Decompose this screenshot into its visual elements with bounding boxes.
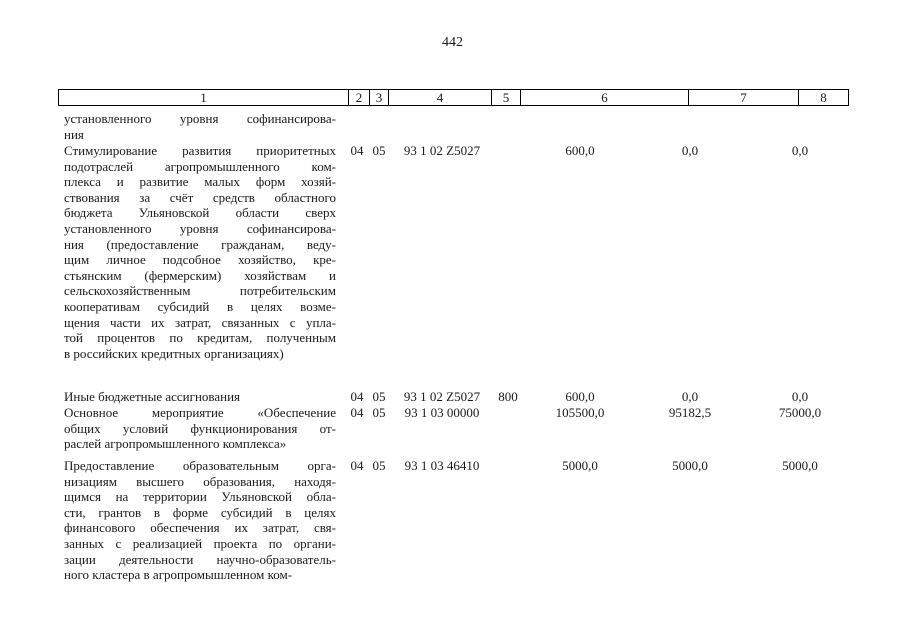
description-line: в российских кредитных организациях) [64, 345, 284, 361]
cell-c6: 600,0 [565, 389, 595, 404]
cell-c7: 0,0 [681, 389, 699, 404]
header-col-1: 1 [200, 90, 207, 105]
header-col-6: 6 [520, 90, 688, 105]
cell-c8: 0,0 [791, 389, 809, 404]
description-line: Предоставление образовательным орга- [64, 458, 336, 473]
description-line: раслей агропромышленного комплекса» [64, 436, 287, 452]
description-line: общих условий функционирования от- [64, 420, 336, 436]
cell-c2: 04 [350, 458, 364, 473]
description-line: той процентов по кредитам, полученным [64, 330, 336, 346]
cell-c3: 05 [372, 389, 386, 404]
description-line: ного кластера в агропромышленном ком- [64, 567, 293, 583]
header-col-5: 5 [491, 90, 520, 105]
cell-c4: 93 1 03 00000 [404, 405, 480, 420]
row-description [64, 143, 336, 361]
description-line: финансового обеспечения их затрат, свя- [64, 520, 336, 536]
cell-c7: 5000,0 [672, 458, 708, 473]
description-line: щим личное подсобное хозяйство, кре- [64, 252, 336, 268]
description-line: подотраслей агропромышленного ком- [64, 158, 336, 174]
cell-c6: 600,0 [565, 143, 595, 158]
cell-c2: 04 [350, 405, 364, 420]
description-line: занных с реализацией проекта по органи- [64, 535, 336, 551]
cell-c7: 0,0 [681, 143, 699, 158]
cell-c4: 93 1 02 Z5027 [403, 389, 481, 404]
description-line: ния [64, 126, 84, 142]
cell-c2: 04 [350, 389, 364, 404]
cell-c4: 93 1 02 Z5027 [403, 143, 481, 158]
table-header [58, 89, 849, 106]
description-line: сельскохозяйственным потребительским [64, 283, 336, 299]
cell-c5: 800 [498, 389, 518, 404]
description-line: Стимулирование развития приоритетных [64, 143, 336, 158]
cell-c3: 05 [372, 458, 386, 473]
description-line: бюджета Ульяновской области сверх [64, 205, 336, 221]
header-col-3: 3 [369, 90, 388, 105]
description-line: Иные бюджетные ассигнования [64, 389, 241, 404]
header-col-2: 2 [348, 90, 369, 105]
cell-c8: 0,0 [791, 143, 809, 158]
description-line: ния (предоставление гражданам, веду- [64, 236, 336, 252]
cell-c6: 105500,0 [555, 405, 605, 420]
description-line: установленного уровня софинансирова- [64, 111, 336, 126]
description-line: низациям высшего образования, находя- [64, 473, 336, 489]
cell-c4: 93 1 03 46410 [404, 458, 480, 473]
cell-c3: 05 [372, 405, 386, 420]
cell-c6: 5000,0 [562, 458, 598, 473]
description-line: зации деятельности научно-образователь- [64, 551, 336, 567]
description-line: установленного уровня софинансирова- [64, 220, 336, 236]
description-line: сти, грантов в форме субсидий в целях [64, 504, 336, 520]
row-description [64, 389, 336, 405]
description-line: щимся на территории Ульяновской обла- [64, 489, 336, 505]
cell-c7: 95182,5 [668, 405, 712, 420]
cell-c8: 5000,0 [782, 458, 818, 473]
cell-c8: 75000,0 [778, 405, 822, 420]
header-col-7: 7 [688, 90, 798, 105]
page-number: 442 [442, 35, 463, 50]
description-line: Основное мероприятие «Обеспечение [64, 405, 336, 420]
row-description [64, 458, 336, 583]
header-col-8: 8 [798, 90, 848, 105]
description-line: щения части их затрат, связанных с упла- [64, 314, 336, 330]
row-description [64, 405, 336, 452]
row-description [64, 111, 336, 142]
description-line: плекса и развитие малых форм хозяй- [64, 174, 336, 190]
description-line: ствования за счёт средств областного [64, 189, 336, 205]
description-line: кооперативам субсидий в целях возме- [64, 298, 336, 314]
cell-c2: 04 [350, 143, 364, 158]
cell-c3: 05 [372, 143, 386, 158]
header-col-4: 4 [388, 90, 491, 105]
description-line: стьянским (фермерским) хозяйствам и [64, 267, 336, 283]
